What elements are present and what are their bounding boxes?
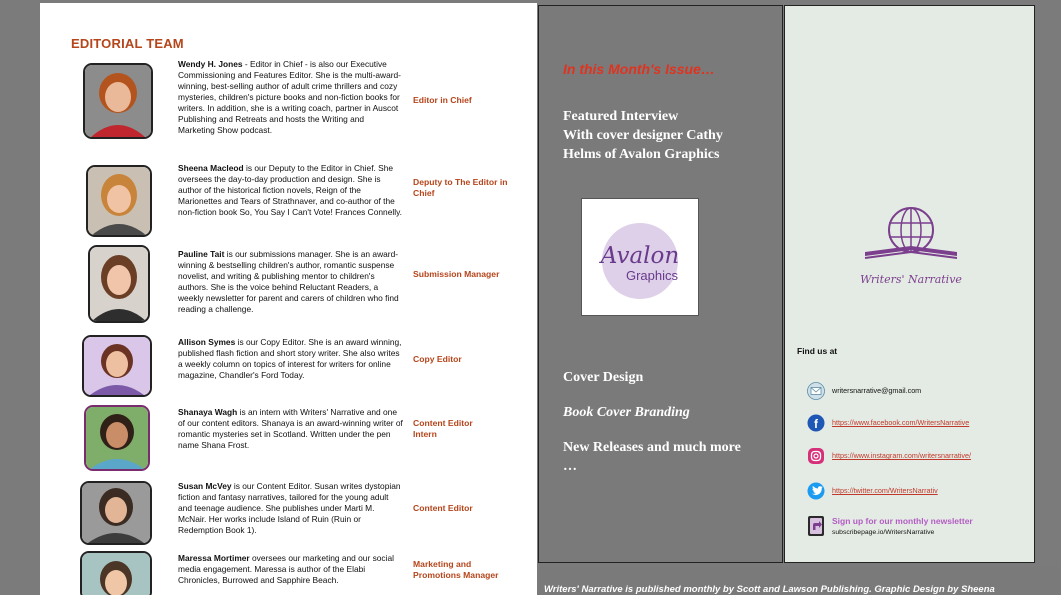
newsletter-url[interactable]: subscribepage.io/WritersNarrative (832, 529, 935, 536)
email-icon (807, 382, 825, 400)
member-name: Sheena Macleod (178, 163, 244, 173)
contact-panel (784, 5, 1035, 563)
member-bio-text: oversees our marketing and our social media engagement. Maressa is author of the Elabi Chronicles, Burrowed and Sapphire Beach. (178, 553, 394, 585)
member-role: Content Editor (413, 503, 473, 513)
twitter-link[interactable]: https://twitter.com/WritersNarrativ (832, 486, 938, 495)
issue-panel (538, 5, 783, 563)
footer-bar (538, 567, 1061, 595)
member-name: Allison Symes (178, 337, 236, 347)
email-address[interactable]: writersnarrative@gmail.com (832, 386, 922, 395)
member-photo (82, 335, 152, 397)
portrait-icon (82, 553, 150, 595)
member-bio-text: is our Copy Editor. She is an award winning, published flash fiction and short story writer. She also writes a weekly column on topics of interest for writers for online magazine, Chandler's Ford Today. (178, 337, 402, 380)
member-name: Shanaya Wagh (178, 407, 238, 417)
svg-text:f: f (814, 417, 818, 431)
member-photo (86, 165, 152, 237)
portrait-icon (85, 65, 151, 137)
find-us-heading: Find us at (797, 346, 838, 356)
member-role: Submission Manager (413, 269, 500, 279)
featured-interview (563, 107, 723, 164)
member-photo (83, 63, 153, 139)
member-name: Wendy H. Jones (178, 59, 243, 69)
instagram-icon (807, 447, 825, 465)
feature-line: Featured Interview (563, 109, 679, 124)
member-bio (178, 481, 403, 536)
portrait-icon (86, 407, 148, 469)
avalon-graphics-logo (581, 198, 699, 316)
twitter-icon (807, 482, 825, 500)
member-role: Deputy to The Editor in Chief (413, 177, 508, 198)
newsletter-title[interactable]: Sign up for our monthly newsletter (832, 516, 973, 526)
share-arrow-icon (807, 515, 825, 537)
section-title: EDITORIAL TEAM (71, 36, 184, 51)
member-bio-text: is our Content Editor. Susan writes dystopian fiction and fantasy narratives, tailored for the young adult and teenage audience. She publishes under Marti M. McNair. Her works include Island of Ruin (Ruin or Redemption Book 1). (178, 481, 401, 535)
logo-word-avalon: Avalon (600, 243, 680, 269)
member-bio (178, 59, 403, 136)
globe-book-icon (851, 202, 971, 264)
new-releases: New Releases and much more … (563, 440, 741, 474)
member-role: Editor in Chief (413, 95, 472, 105)
member-bio-text: is an intern with Writers' Narrative and one of our content editors. Shanaya is an award-winning writer of romantic mysteries set in Scotland. Written under the pen name Shana Frost. (178, 407, 403, 450)
facebook-icon (807, 414, 825, 432)
member-bio-text: is our submissions manager. She is an award-winning & bestselling children's author, romantic suspense novelist, and writing & publishing mentor to children's authors. She is the voice behind Reluctant Readers, a weekly newsletter for parent and carers of children who find reading a challenge. (178, 249, 399, 314)
book-cover-branding: Book Cover Branding (563, 405, 690, 420)
facebook-link[interactable]: https://www.facebook.com/WritersNarrative (832, 418, 970, 427)
member-photo (80, 481, 152, 545)
member-bio-text: is our Deputy to the Editor in Chief. She oversees the day-to-day production and design. She is author of the historical fiction novels, Reign of the Marionettes and Tears of Strathnaver, and co-author of the non-fiction book So, You Say I Can't Vote! Frances Connelly. (178, 163, 402, 217)
member-bio-text: - Editor in Chief - is also our Executive Commissioning and Features Editor. She is the multi-award-winning, best-selling author of adult crime thrillers and cozy mysteries, children's picture books and non-fiction books for writers. In addition, she is a writing coach, partner in Auscot Publishing and Retreats and hosts the Writing and Marketing Show podcast. (178, 59, 401, 135)
member-name: Maressa Mortimer (178, 553, 250, 563)
member-bio (178, 249, 403, 315)
writers-narrative-logo (851, 202, 971, 292)
member-role: Copy Editor (413, 354, 462, 364)
portrait-icon (88, 167, 150, 235)
editorial-page (40, 3, 537, 595)
member-name: Pauline Tait (178, 249, 225, 259)
portrait-icon (90, 247, 148, 321)
member-photo (80, 551, 152, 595)
feature-line: With cover designer Cathy (563, 128, 723, 143)
member-photo (84, 405, 150, 471)
member-name: Susan McVey (178, 481, 232, 491)
member-bio (178, 407, 403, 451)
portrait-icon (82, 483, 150, 543)
member-bio (178, 163, 403, 218)
logo-word-graphics: Graphics (625, 268, 679, 283)
avalon-logo-icon (582, 199, 698, 315)
member-role: Content Editor Intern (413, 418, 473, 439)
footer-credit: Writers' Narrative is published monthly by Scott and Lawson Publishing. Graphic Design by Sheena (544, 584, 995, 595)
member-bio (178, 337, 403, 381)
cover-design: Cover Design (563, 370, 644, 385)
issue-heading: In this Month's Issue… (563, 61, 715, 77)
portrait-icon (84, 337, 150, 395)
member-bio (178, 553, 403, 586)
member-role: Marketing and Promotions Manager (413, 559, 499, 580)
feature-line: Helms of Avalon Graphics (563, 147, 720, 162)
member-photo (88, 245, 150, 323)
brand-name: Writers' Narrative (860, 273, 962, 286)
instagram-link[interactable]: https://www.instagram.com/writersnarrative/ (832, 451, 971, 460)
